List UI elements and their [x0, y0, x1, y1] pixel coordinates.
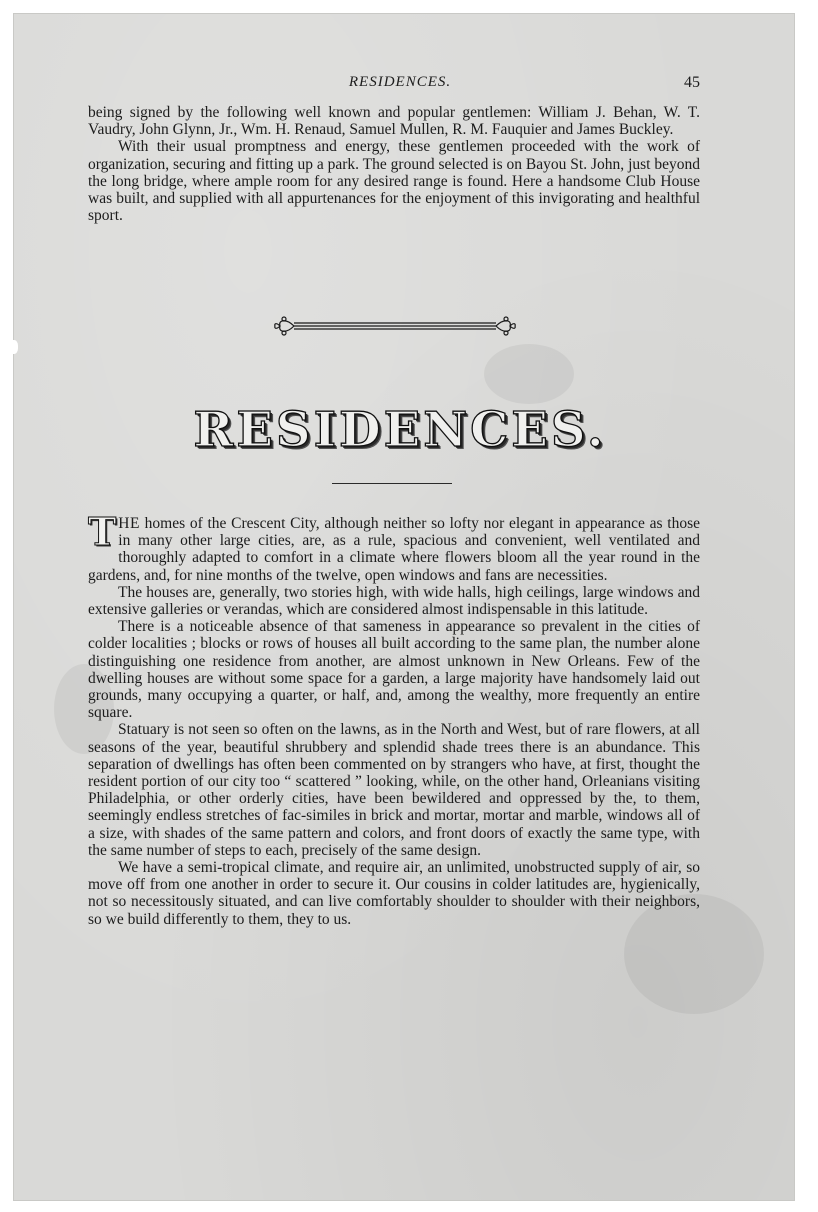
section-heading-text: RESIDENCES.	[193, 402, 607, 458]
flourish-rule-ornament-icon	[272, 312, 518, 340]
paragraph: We have a semi-tropical climate, and require air, an unlimited, unobstructed supply of air, so move off from one another in order to secure it. Our cousins in colder latitudes are, hygienically, not so necessitously situated, and can live comfortably shoulder to shoulder with their neighbors, so we build differently to them, they to us.	[88, 859, 700, 928]
continued-text-block	[88, 104, 700, 224]
paper-stain	[484, 344, 574, 404]
paragraph	[88, 509, 700, 584]
running-head	[100, 74, 700, 94]
paragraph: With their usual promptness and energy, these gentlemen proceeded with the work of organization, securing and fitting up a park. The ground selected is on Bayou St. John, just beyond the long bridge, where ample room for any desired range is found. Here a handsome Club House was built, and supplied with all appurtenances for the enjoyment of this invigorating and healthful sport.	[88, 138, 700, 225]
first-paragraph-text: homes of the Crescent City, although neither so lofty nor elegant in appearance as those in many other large cities, are, as a rule, spacious and convenient, well ventilated and thoroughly adapted to comfort in a climate where flowers bloom all the year round in the gardens, and, for nine months of the twelve, open windows and fans are necessities.	[88, 515, 700, 584]
paragraph: There is a noticeable absence of that sameness in appearance so prevalent in the cities of colder localities ; blocks or rows of houses all built according to the same plan, the number alone distinguishing one residence from another, are almost unknown in New Orleans. Few of the dwelling houses are without some space for a garden, a large majority have handsomely laid out grounds, many occupying a quarter, or half, and, among the wealthy, more frequently an entire square.	[88, 618, 700, 722]
first-word-rest: HE	[118, 515, 140, 532]
paragraph: Statuary is not seen so often on the lawns, as in the North and West, but of rare flowers, at all seasons of the year, beautiful shrubbery and splendid shade trees there is an abundance. This separation of dwellings has often been commented on by strangers who have, at first, thought the resident portion of our city too “ scattered ” looking, while, on the other hand, Orleanians visiting Philadelphia, or other orderly cities, have been bewildered and oppressed by the, to them, seemingly endless stretches of fac-similes in brick and mortar, mortar and marble, windows all of a size, with shades of the same pattern and colors, and front doors of exactly the same type, with the same number of steps to each, precisely of the same design.	[88, 721, 700, 859]
section-heading	[160, 400, 640, 460]
page-edge-tear	[8, 340, 18, 354]
paragraph: being signed by the following well known and popular gentlemen: William J. Behan, W. T. Vaudry, John Glynn, Jr., Wm. H. Renaud, Samuel Mullen, R. M. Fauquier and James Buckley.	[88, 104, 700, 139]
page-number: 45	[684, 74, 700, 91]
running-title: RESIDENCES.	[348, 74, 452, 90]
section-body	[88, 509, 700, 928]
drop-cap: T	[88, 509, 117, 554]
paragraph: The houses are, generally, two stories high, with wide halls, high ceilings, large windows and extensive galleries or verandas, which are considered almost indispensable in this latitude.	[88, 583, 700, 619]
heading-divider	[332, 483, 452, 484]
